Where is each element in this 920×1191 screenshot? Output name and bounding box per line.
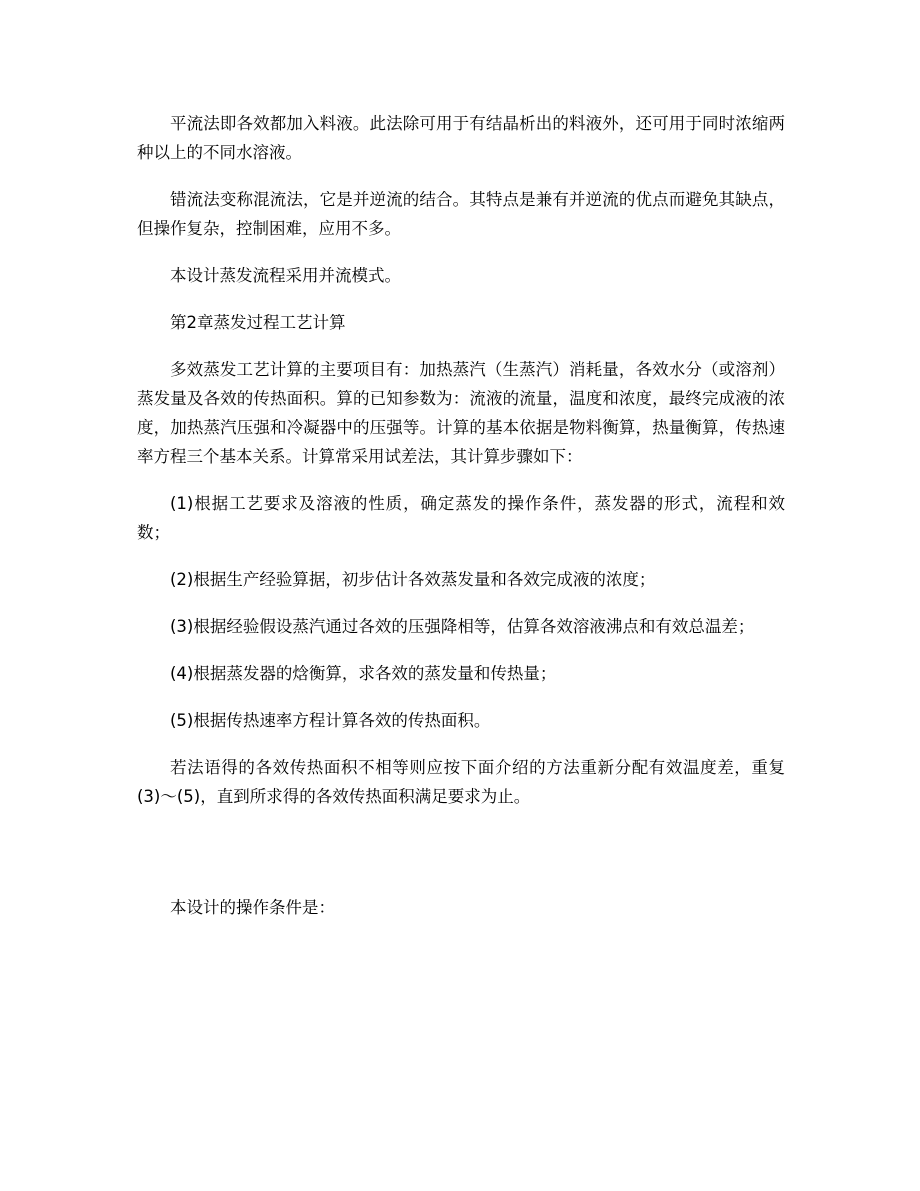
paragraph-spacer bbox=[137, 471, 785, 489]
paragraph-spacer bbox=[137, 167, 785, 185]
paragraph-parallel-flow: 平流法即各效都加入料液。此法除可用于有结晶析出的料液外，还可用于同时浓缩两种以上的不同水溶液。 bbox=[137, 114, 785, 162]
step-3: (3)根据经验假设蒸汽通过各效的压强降相等，估算各效溶液沸点和有效总温差； bbox=[170, 617, 755, 636]
step-2: (2)根据生产经验算据，初步估计各效蒸发量和各效完成液的浓度； bbox=[170, 570, 656, 589]
paragraph-spacer bbox=[137, 547, 785, 565]
paragraph-operating-conditions: 本设计的操作条件是： bbox=[170, 898, 335, 917]
step-5: (5)根据传热速率方程计算各效的传热面积。 bbox=[170, 711, 491, 730]
paragraph-spacer bbox=[137, 243, 785, 261]
step-1: (1)根据工艺要求及溶液的性质，确定蒸发的操作条件，蒸发器的形式，流程和效数； bbox=[137, 494, 785, 542]
paragraph-spacer bbox=[137, 337, 785, 355]
paragraph-calc-overview: 多效蒸发工艺计算的主要项目有：加热蒸汽（生蒸汽）消耗量，各效水分（或溶剂）蒸发量及各效的传热面积。算的已知参数为：流液的流量，温度和浓度，最终完成液的浓度，加热蒸汽压强和冷凝器中的压强等。计算的基本依据是物料衡算，热量衡算，传热速率方程三个基本关系。计算常采用试差法，其计算步骤如下： bbox=[137, 360, 785, 466]
paragraph-design-flow: 本设计蒸发流程采用并流模式。 bbox=[170, 266, 401, 285]
chapter-heading: 第2章蒸发过程工艺计算 bbox=[170, 313, 346, 332]
paragraph-iteration: 若法语得的各效传热面积不相等则应按下面介绍的方法重新分配有效温度差，重复(3)～(5)，直到所求得的各效传热面积满足要求为止。 bbox=[137, 758, 785, 806]
document-body bbox=[137, 109, 785, 922]
step-4: (4)根据蒸发器的焓衡算，求各效的蒸发量和传热量； bbox=[170, 664, 557, 683]
paragraph-mixed-flow: 错流法变称混流法，它是并逆流的结合。其特点是兼有并逆流的优点而避免其缺点，但操作复杂，控制困难，应用不多。 bbox=[137, 190, 785, 238]
paragraph-spacer bbox=[137, 641, 785, 659]
paragraph-spacer bbox=[137, 290, 785, 308]
paragraph-spacer bbox=[137, 688, 785, 706]
paragraph-spacer bbox=[137, 594, 785, 612]
section-spacer bbox=[137, 811, 785, 893]
paragraph-spacer bbox=[137, 735, 785, 753]
